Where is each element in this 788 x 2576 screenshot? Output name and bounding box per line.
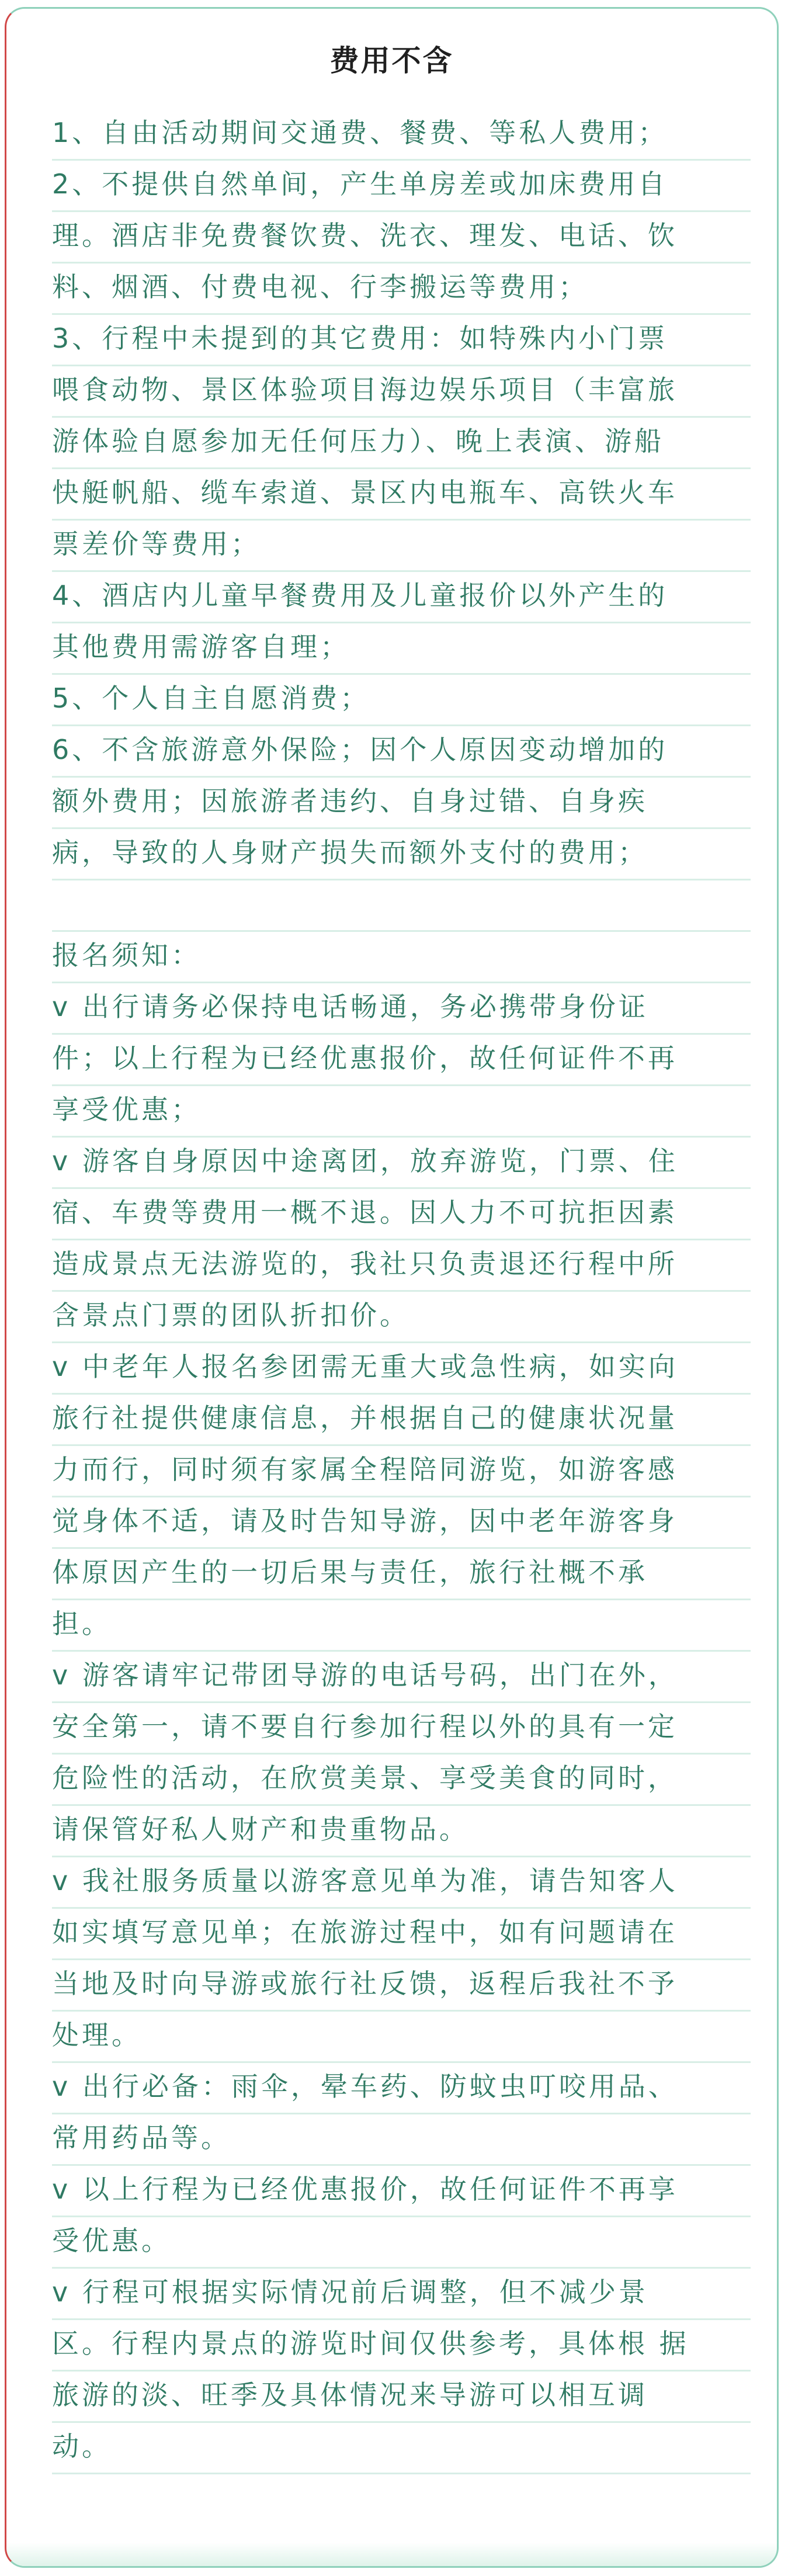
text-line: 如实填写意见单；在旅游过程中，如有问题请在 [52,1909,751,1960]
text-line: 危险性的活动，在欣赏美景、享受美食的同时， [52,1755,751,1806]
text-line: 件；以上行程为已经优惠报价，故任何证件不再 [52,1035,751,1086]
text-line: v 出行请务必保持电话畅通，务必携带身份证 [52,983,751,1035]
text-line: 处理。 [52,2012,751,2063]
text-line: 其他费用需游客自理； [52,623,751,675]
text-line: 2、不提供自然单间，产生单房差或加床费用自 [52,161,751,212]
text-line: 票差价等费用； [52,521,751,572]
text-line: v 行程可根据实际情况前后调整，但不减少景 [52,2269,751,2320]
text-line: 享受优惠； [52,1086,751,1138]
text-line: 喂食动物、景区体验项目海边娱乐项目（丰富旅 [52,366,751,418]
text-line: 6、不含旅游意外保险；因个人原因变动增加的 [52,726,751,778]
text-line: 旅行社提供健康信息，并根据自己的健康状况量 [52,1395,751,1446]
text-line: 动。 [52,2423,751,2474]
section-title: 费用不含 [329,44,454,78]
text-line: 安全第一，请不要自行参加行程以外的具有一定 [52,1703,751,1755]
text-line: 游体验自愿参加无任何压力）、晚上表演、游船 [52,418,751,469]
text-line: 含景点门票的团队折扣价。 [52,1292,751,1343]
notice-card [5,7,779,2568]
text-line: 体原因产生的一切后果与责任，旅行社概不承 [52,1549,751,1600]
text-line: 病，导致的人身财产损失而额外支付的费用； [52,829,751,880]
text-line: 请保管好私人财产和贵重物品。 [52,1806,751,1857]
text-line [52,880,751,932]
text-line: 1、自由活动期间交通费、餐费、等私人费用； [52,109,751,161]
text-line: v 中老年人报名参团需无重大或急性病，如实向 [52,1343,751,1395]
text-line: 常用药品等。 [52,2114,751,2166]
text-line: 额外费用；因旅游者违约、自身过错、自身疾 [52,778,751,829]
text-line: 料、烟酒、付费电视、行李搬运等费用； [52,264,751,315]
text-line: 当地及时向导游或旅行社反馈，返程后我社不予 [52,1960,751,2012]
text-line: 担。 [52,1600,751,1652]
text-line: 旅游的淡、旺季及具体情况来导游可以相互调 [52,2372,751,2423]
text-line: v 出行必备：雨伞，晕车药、防蚊虫叮咬用品、 [52,2063,751,2114]
text-line [52,2474,751,2526]
text-line: 报名须知： [52,932,751,983]
text-line: 区。行程内景点的游览时间仅供参考，具体根 据 [52,2320,751,2372]
text-line: v 游客自身原因中途离团，放弃游览，门票、住 [52,1138,751,1189]
text-line: 理。酒店非免费餐饮费、洗衣、理发、电话、饮 [52,212,751,264]
text-line: v 以上行程为已经优惠报价，故任何证件不再享 [52,2166,751,2217]
text-line: 宿、车费等费用一概不退。因人力不可抗拒因素 [52,1189,751,1240]
text-line: 觉身体不适，请及时告知导游，因中老年游客身 [52,1497,751,1549]
text-line: 4、酒店内儿童早餐费用及儿童报价以外产生的 [52,572,751,623]
text-line: 受优惠。 [52,2217,751,2269]
text-line: 快艇帆船、缆车索道、景区内电瓶车、高铁火车 [52,469,751,521]
text-line: v 游客请牢记带团导游的电话号码，出门在外， [52,1652,751,1703]
text-line: 5、个人自主自愿消费； [52,675,751,726]
text-line: v 我社服务质量以游客意见单为准，请告知客人 [52,1857,751,1909]
text-line: 力而行，同时须有家属全程陪同游览，如游客感 [52,1446,751,1497]
notice-content [52,109,751,2526]
text-line: 3、行程中未提到的其它费用：如特殊内小门票 [52,315,751,366]
text-line: 造成景点无法游览的，我社只负责退还行程中所 [52,1240,751,1292]
